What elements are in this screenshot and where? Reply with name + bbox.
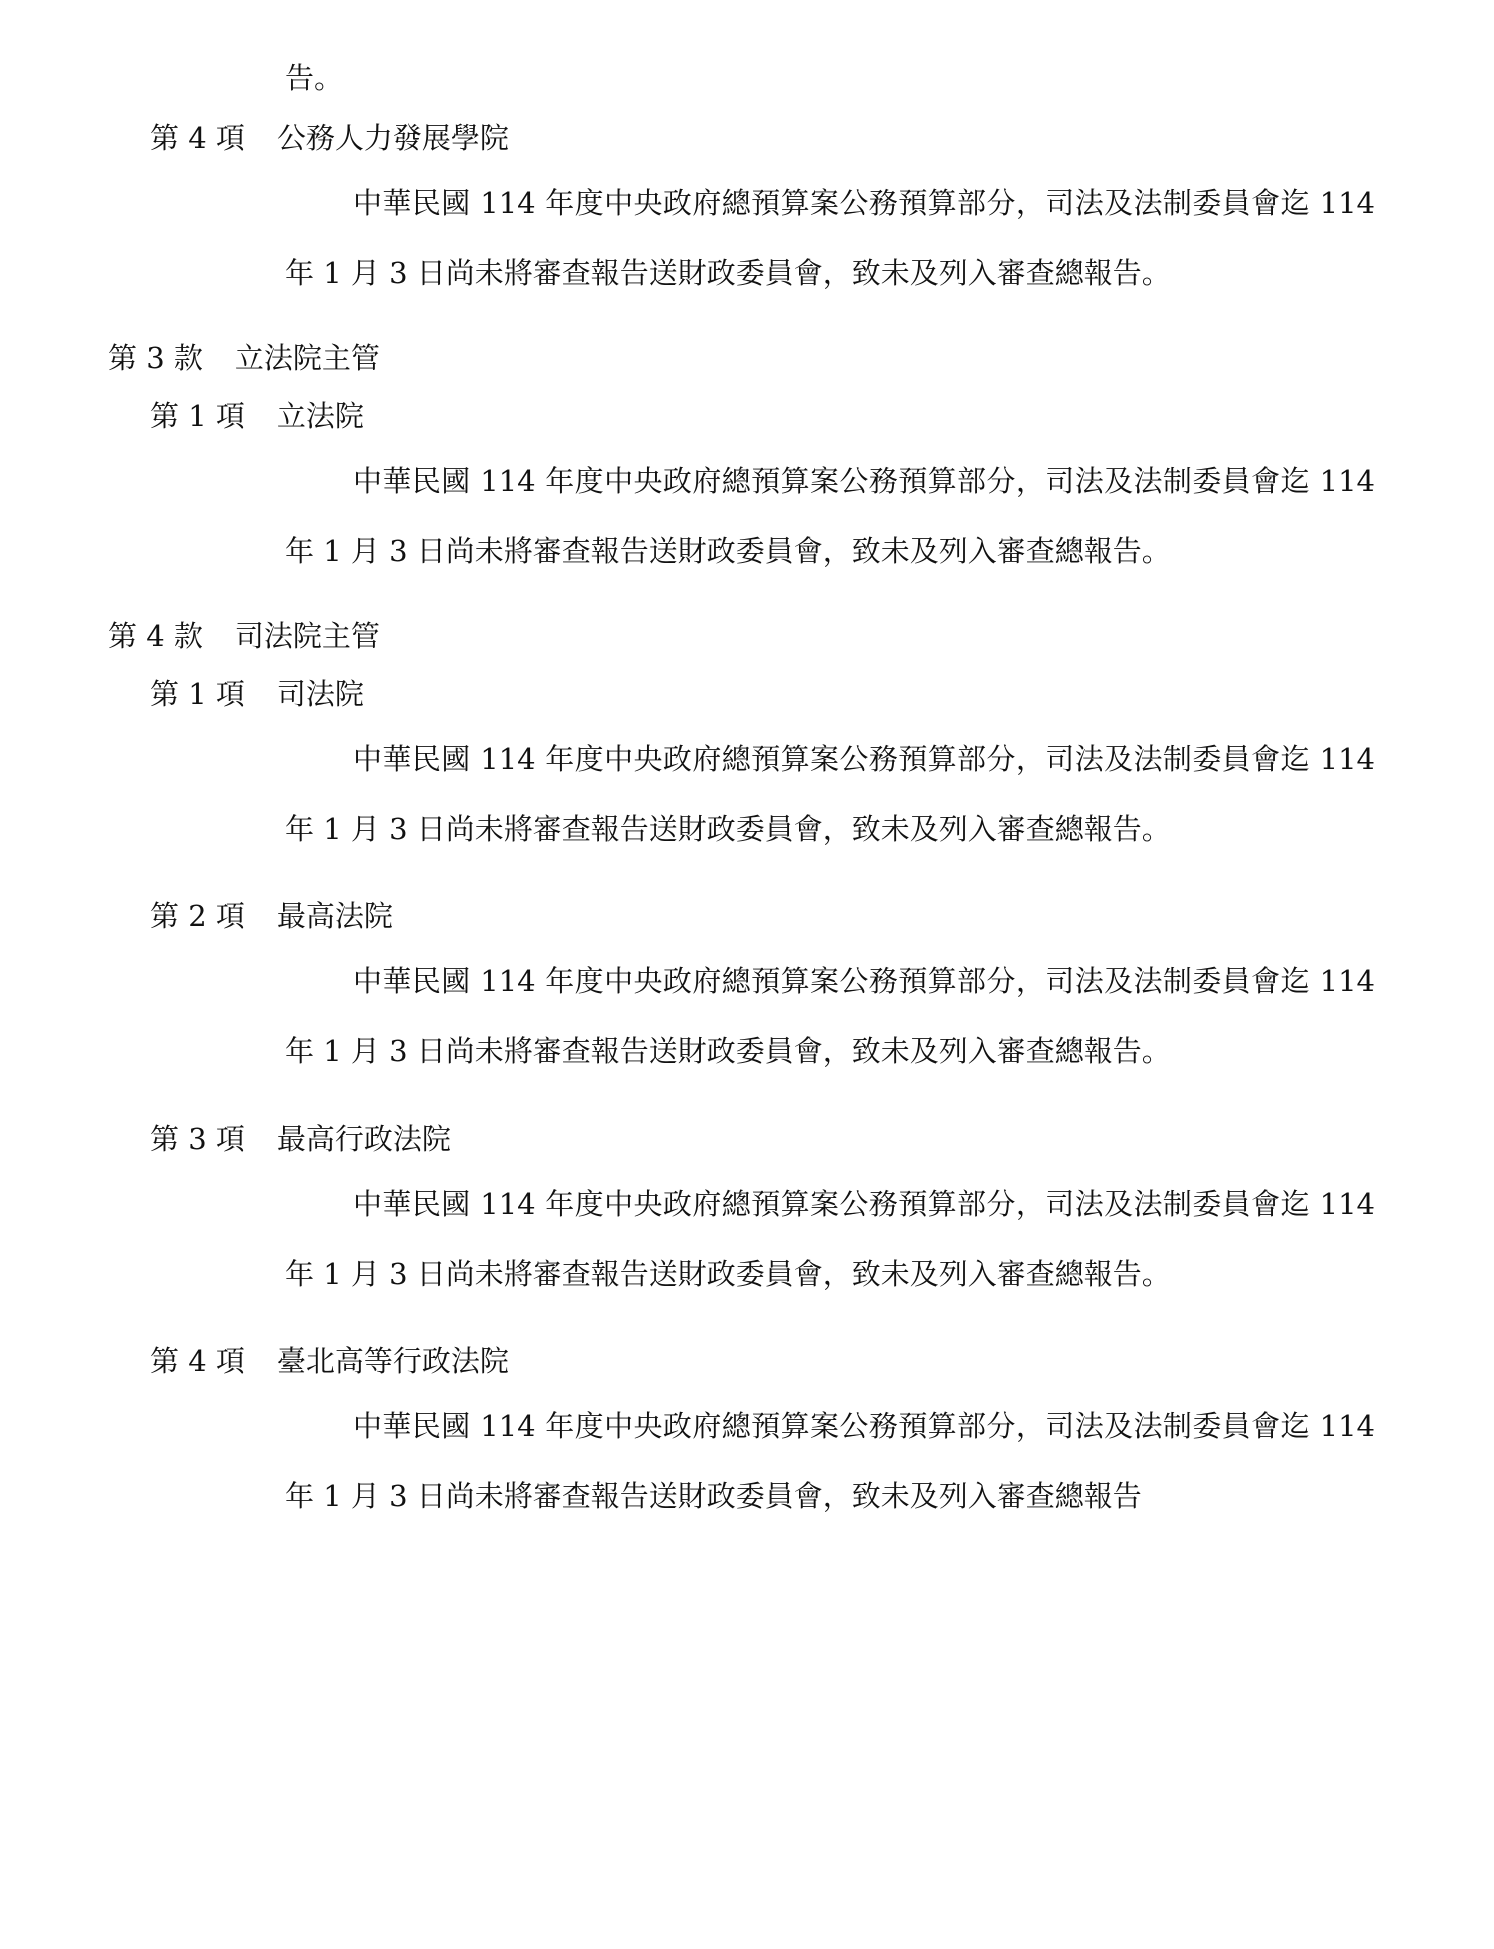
item-number: 第 1 項: [150, 399, 245, 433]
body-paragraph: 中華民國 114 年度中央政府總預算案公務預算部分，司法及法制委員會迄 114 年 1 月 3 日尚未將審查報告送財政委員會，致未及列入審查總報告: [285, 1409, 1375, 1513]
item-title: 最高法院: [276, 899, 393, 933]
item-number: 第 4 項: [150, 121, 245, 155]
section-heading: [108, 616, 380, 656]
section-heading: [108, 338, 380, 378]
body-paragraph: 中華民國 114 年度中央政府總預算案公務預算部分，司法及法制委員會迄 114 年 1 月 3 日尚未將審查報告送財政委員會，致未及列入審查總報告。: [285, 964, 1375, 1068]
item-heading: [150, 396, 364, 436]
item-heading: [150, 1119, 451, 1159]
body-paragraph: 中華民國 114 年度中央政府總預算案公務預算部分，司法及法制委員會迄 114 年 1 月 3 日尚未將審查報告送財政委員會，致未及列入審查總報告。: [285, 464, 1375, 568]
item-number: 第 2 項: [150, 899, 245, 933]
body-paragraph: 中華民國 114 年度中央政府總預算案公務預算部分，司法及法制委員會迄 114 年 1 月 3 日尚未將審查報告送財政委員會，致未及列入審查總報告。: [285, 742, 1375, 846]
body-paragraph: 中華民國 114 年度中央政府總預算案公務預算部分，司法及法制委員會迄 114 年 1 月 3 日尚未將審查報告送財政委員會，致未及列入審查總報告。: [285, 1187, 1375, 1291]
item-title: 公務人力發展學院: [276, 121, 509, 155]
item-heading: [150, 118, 509, 158]
item-title: 最高行政法院: [276, 1122, 451, 1156]
section-title: 司法院主管: [234, 619, 380, 653]
section-number: 第 3 款: [108, 341, 203, 375]
item-number: 第 3 項: [150, 1122, 245, 1156]
item-heading: [150, 674, 364, 714]
item-number: 第 1 項: [150, 677, 245, 711]
item-title: 臺北高等行政法院: [276, 1344, 509, 1378]
item-title: 立法院: [276, 399, 364, 433]
body-paragraph: 中華民國 114 年度中央政府總預算案公務預算部分，司法及法制委員會迄 114 年 1 月 3 日尚未將審查報告送財政委員會，致未及列入審查總報告。: [285, 186, 1375, 290]
item-title: 司法院: [276, 677, 364, 711]
item-heading: [150, 1341, 509, 1381]
item-number: 第 4 項: [150, 1344, 245, 1378]
section-number: 第 4 款: [108, 619, 203, 653]
item-heading: [150, 896, 393, 936]
continuation-text: 告。: [285, 61, 344, 95]
section-title: 立法院主管: [234, 341, 380, 375]
